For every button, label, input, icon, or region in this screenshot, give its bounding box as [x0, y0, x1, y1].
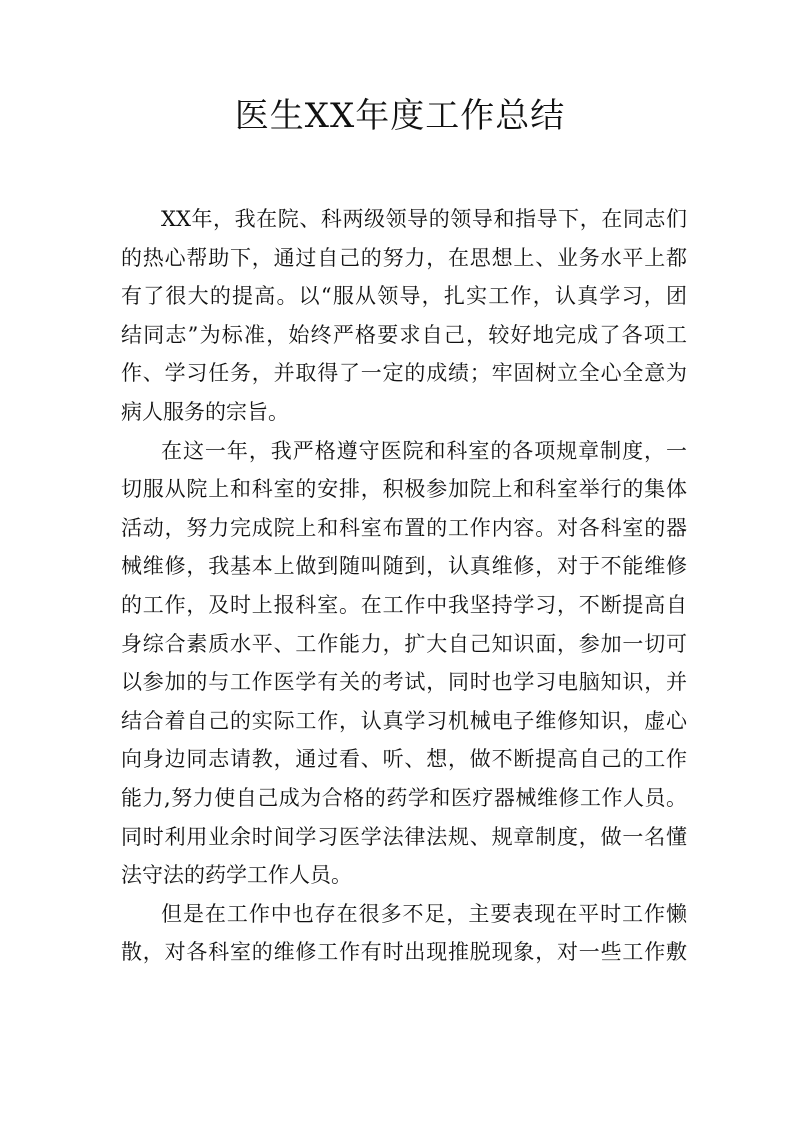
paragraph-2-line-5: 的工作，及时上报科室。在工作中我坚持学习，不断提高自 — [121, 592, 687, 617]
paragraph-2-line-11: 同时利用业余时间学习医学法律法规、规章制度，做一名懂 — [121, 824, 687, 849]
paragraph-2-line-7: 以参加的与工作医学有关的考试，同时也学习电脑知识，并 — [121, 670, 687, 695]
paragraph-3-line-1: 但是在工作中也存在很多不足，主要表现在平时工作懒 — [161, 901, 687, 926]
document-title: 医生XX年度工作总结 — [234, 96, 566, 136]
paragraph-2-line-8: 结合着自己的实际工作，认真学习机械电子维修知识，虚心 — [121, 708, 687, 733]
paragraph-2-line-10: 能力,努力使自己成为合格的药学和医疗器械维修工作人员。 — [121, 785, 687, 810]
paragraph-2-line-9: 向身边同志请教，通过看、听、想，做不断提高自己的工作 — [121, 747, 687, 772]
paragraph-2-line-1: 在这一年，我严格遵守医院和科室的各项规章制度，一 — [161, 438, 687, 463]
paragraph-2-line-3: 活动，努力完成院上和科室布置的工作内容。对各科室的器 — [121, 515, 687, 540]
paragraph-1-line-1: XX年，我在院、科两级领导的领导和指导下，在同志们 — [161, 207, 687, 231]
paragraph-1-line-5: 作、学习任务，并取得了一定的成绩；牢固树立全心全意为 — [121, 361, 687, 386]
paragraph-1-line-6: 病人服务的宗旨。 — [121, 399, 289, 424]
paragraph-2-line-12: 法守法的药学工作人员。 — [121, 863, 352, 888]
paragraph-1-line-2: 的热心帮助下，通过自己的努力，在思想上、业务水平上都 — [121, 245, 687, 270]
paragraph-1-line-3: 有了很大的提高。以“服从领导，扎实工作，认真学习，团 — [121, 284, 687, 309]
paragraph-2-line-2: 切服从院上和科室的安排，积极参加院上和科室举行的集体 — [121, 477, 687, 502]
paragraph-2-line-4: 械维修，我基本上做到随叫随到，认真维修，对于不能维修 — [121, 554, 687, 579]
paragraph-1-line-4: 结同志”为标准，始终严格要求自己，较好地完成了各项工 — [121, 322, 687, 347]
document-body — [121, 200, 687, 972]
paragraph-2-line-6: 身综合素质水平、工作能力，扩大自己知识面，参加一切可 — [121, 631, 687, 656]
paragraph-3-line-2: 散，对各科室的维修工作有时出现推脱现象，对一些工作敷 — [121, 940, 687, 965]
